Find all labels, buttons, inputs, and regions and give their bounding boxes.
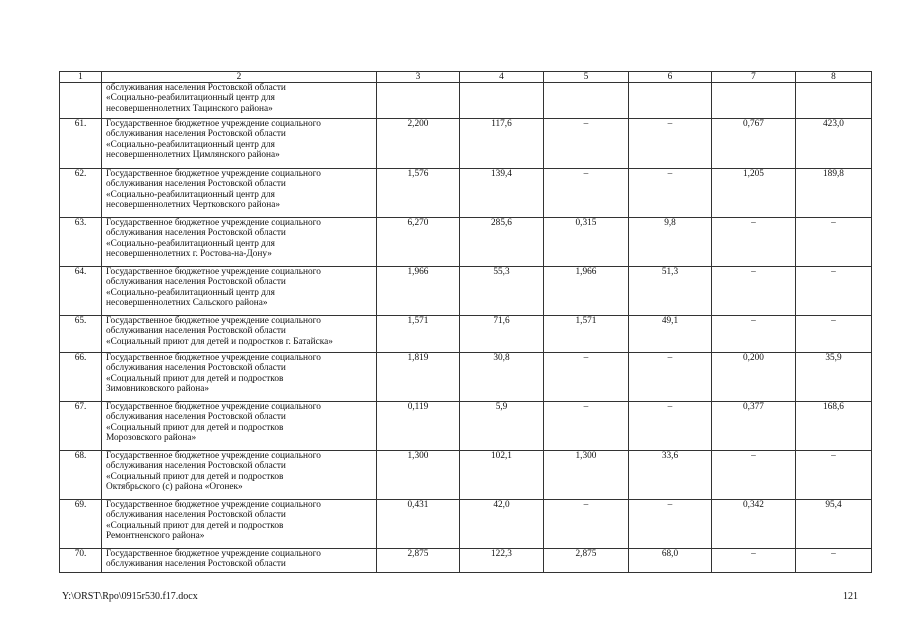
table-row xyxy=(60,169,872,218)
institution-name-line: Ремонтненского района» xyxy=(106,531,205,542)
value-cell-c4: 42,0 xyxy=(460,500,544,549)
institution-name-line: Государственное бюджетное учреждение социального xyxy=(106,218,321,228)
institution-name-line: Государственное бюджетное учреждение социального xyxy=(106,402,321,412)
institution-name xyxy=(102,549,377,573)
value-cell-c8: – xyxy=(796,218,872,267)
institution-name xyxy=(102,451,377,500)
institution-name-line: Государственное бюджетное учреждение социального xyxy=(106,267,321,277)
header-cell: 7 xyxy=(712,72,796,83)
institution-name xyxy=(102,267,377,316)
institution-name-line: Государственное бюджетное учреждение социального xyxy=(106,353,321,363)
value-cell-c8: – xyxy=(796,451,872,500)
value-cell-c5: 0,315 xyxy=(544,218,629,267)
row-number: 69. xyxy=(60,500,102,549)
value-cell-c8: – xyxy=(796,267,872,316)
value-cell-c7: 0,377 xyxy=(712,402,796,451)
value-cell-c5: – xyxy=(544,169,629,218)
value-cell-c3: 1,576 xyxy=(377,169,460,218)
institution-name-line: Государственное бюджетное учреждение социального xyxy=(106,316,321,326)
institution-name-line: обслуживания населения Ростовской области xyxy=(106,83,286,93)
value-cell-c8: – xyxy=(796,316,872,353)
header-cell: 5 xyxy=(544,72,629,83)
institution-name-line: обслуживания населения Ростовской области xyxy=(106,129,286,140)
institution-name-line: «Социально-реабилитационный центр для xyxy=(106,287,275,298)
institution-name xyxy=(102,353,377,402)
budget-table xyxy=(59,71,872,573)
value-cell-c7: – xyxy=(712,316,796,353)
institution-name-line: Государственное бюджетное учреждение социального xyxy=(106,119,321,129)
table-row xyxy=(60,119,872,169)
value-cell-c6: 9,8 xyxy=(629,218,712,267)
institution-name-line: «Социально-реабилитационный центр для xyxy=(106,189,275,200)
value-cell-c4: 30,8 xyxy=(460,353,544,402)
value-cell-c7: – xyxy=(712,267,796,316)
value-cell-c3: 0,431 xyxy=(377,500,460,549)
value-cell-c4: 102,1 xyxy=(460,451,544,500)
institution-name-line: «Социальный приют для детей и подростков xyxy=(106,471,284,482)
row-number: 64. xyxy=(60,267,102,316)
value-cell-c3 xyxy=(377,83,460,119)
header-cell: 8 xyxy=(796,72,872,83)
value-cell-c6: 33,6 xyxy=(629,451,712,500)
institution-name-line: Зимовниковского района» xyxy=(106,384,210,395)
table-body xyxy=(60,72,872,573)
row-number: 67. xyxy=(60,402,102,451)
row-number: 70. xyxy=(60,549,102,573)
value-cell-c7: 1,205 xyxy=(712,169,796,218)
value-cell-c6 xyxy=(629,83,712,119)
institution-name-line: обслуживания населения Ростовской области xyxy=(106,412,286,423)
table-row xyxy=(60,267,872,316)
value-cell-c8: – xyxy=(796,549,872,573)
row-number: 65. xyxy=(60,316,102,353)
institution-name-line: обслуживания населения Ростовской области xyxy=(106,179,286,190)
institution-name-line: обслуживания населения Ростовской области xyxy=(106,228,286,239)
value-cell-c8: 423,0 xyxy=(796,119,872,169)
header-cell: 4 xyxy=(460,72,544,83)
value-cell-c6: 68,0 xyxy=(629,549,712,573)
value-cell-c8: 95,4 xyxy=(796,500,872,549)
institution-name-line: Морозовского района» xyxy=(106,433,197,444)
value-cell-c5: 1,300 xyxy=(544,451,629,500)
table-row xyxy=(60,218,872,267)
row-number xyxy=(60,83,102,119)
footer-page-number: 121 xyxy=(843,591,858,602)
value-cell-c8: 168,6 xyxy=(796,402,872,451)
value-cell-c3: 0,119 xyxy=(377,402,460,451)
institution-name-line: несовершеннолетних Сальского района» xyxy=(106,298,268,309)
institution-name xyxy=(102,169,377,218)
header-cell: 2 xyxy=(102,72,377,83)
value-cell-c3: 2,875 xyxy=(377,549,460,573)
institution-name xyxy=(102,218,377,267)
value-cell-c3: 1,819 xyxy=(377,353,460,402)
value-cell-c5: 1,571 xyxy=(544,316,629,353)
value-cell-c5: – xyxy=(544,402,629,451)
header-cell: 1 xyxy=(60,72,102,83)
value-cell-c5: – xyxy=(544,353,629,402)
value-cell-c5: – xyxy=(544,119,629,169)
institution-name-line: обслуживания населения Ростовской области xyxy=(106,277,286,288)
table-row xyxy=(60,83,872,119)
value-cell-c6: 51,3 xyxy=(629,267,712,316)
value-cell-c8 xyxy=(796,83,872,119)
table-header-row xyxy=(60,72,872,83)
institution-name-line: Государственное бюджетное учреждение социального xyxy=(106,549,321,559)
institution-name-line: «Социально-реабилитационный центр для xyxy=(106,93,275,104)
institution-name-line: несовершеннолетних Чертковского района» xyxy=(106,200,281,211)
institution-name-line: несовершеннолетних Цимлянского района» xyxy=(106,150,280,161)
institution-name xyxy=(102,500,377,549)
row-number: 66. xyxy=(60,353,102,402)
institution-name-line: несовершеннолетних Тацинского района» xyxy=(106,103,273,114)
institution-name-line: обслуживания населения Ростовской области xyxy=(106,559,286,570)
value-cell-c3: 2,200 xyxy=(377,119,460,169)
institution-name-line: «Социально-реабилитационный центр для xyxy=(106,238,275,249)
value-cell-c5: 2,875 xyxy=(544,549,629,573)
institution-name-line: Государственное бюджетное учреждение социального xyxy=(106,500,321,510)
value-cell-c4: 122,3 xyxy=(460,549,544,573)
institution-name xyxy=(102,402,377,451)
value-cell-c4 xyxy=(460,83,544,119)
table-row xyxy=(60,451,872,500)
row-number: 61. xyxy=(60,119,102,169)
institution-name-line: несовершеннолетних г. Ростова-на-Дону» xyxy=(106,249,272,260)
row-number: 63. xyxy=(60,218,102,267)
table-row xyxy=(60,316,872,353)
institution-name-line: «Социальный приют для детей и подростков г. Батайска» xyxy=(106,336,333,347)
value-cell-c5 xyxy=(544,83,629,119)
table-row xyxy=(60,549,872,573)
institution-name-line: «Социальный приют для детей и подростков xyxy=(106,373,284,384)
value-cell-c6: – xyxy=(629,119,712,169)
value-cell-c5: 1,966 xyxy=(544,267,629,316)
header-cell: 3 xyxy=(377,72,460,83)
institution-name-line: «Социально-реабилитационный центр для xyxy=(106,139,275,150)
value-cell-c6: – xyxy=(629,402,712,451)
value-cell-c3: 1,300 xyxy=(377,451,460,500)
value-cell-c6: – xyxy=(629,500,712,549)
institution-name-line: обслуживания населения Ростовской области xyxy=(106,326,286,337)
value-cell-c6: 49,1 xyxy=(629,316,712,353)
institution-name xyxy=(102,83,377,119)
value-cell-c8: 35,9 xyxy=(796,353,872,402)
row-number: 68. xyxy=(60,451,102,500)
row-number: 62. xyxy=(60,169,102,218)
value-cell-c7: – xyxy=(712,549,796,573)
value-cell-c7: – xyxy=(712,451,796,500)
value-cell-c4: 285,6 xyxy=(460,218,544,267)
institution-name xyxy=(102,119,377,169)
value-cell-c5: – xyxy=(544,500,629,549)
institution-name xyxy=(102,316,377,353)
institution-name-line: Государственное бюджетное учреждение социального xyxy=(106,169,321,179)
value-cell-c4: 117,6 xyxy=(460,119,544,169)
table-row xyxy=(60,353,872,402)
value-cell-c8: 189,8 xyxy=(796,169,872,218)
value-cell-c7 xyxy=(712,83,796,119)
value-cell-c4: 71,6 xyxy=(460,316,544,353)
institution-name-line: обслуживания населения Ростовской области xyxy=(106,510,286,521)
value-cell-c4: 139,4 xyxy=(460,169,544,218)
value-cell-c4: 5,9 xyxy=(460,402,544,451)
institution-name-line: «Социальный приют для детей и подростков xyxy=(106,422,284,433)
value-cell-c3: 1,571 xyxy=(377,316,460,353)
value-cell-c3: 6,270 xyxy=(377,218,460,267)
institution-name-line: Государственное бюджетное учреждение социального xyxy=(106,451,321,461)
header-cell: 6 xyxy=(629,72,712,83)
table-row xyxy=(60,402,872,451)
value-cell-c3: 1,966 xyxy=(377,267,460,316)
value-cell-c4: 55,3 xyxy=(460,267,544,316)
value-cell-c6: – xyxy=(629,353,712,402)
value-cell-c6: – xyxy=(629,169,712,218)
value-cell-c7: – xyxy=(712,218,796,267)
value-cell-c7: 0,200 xyxy=(712,353,796,402)
institution-name-line: Октябрьского (с) района «Огонек» xyxy=(106,482,243,493)
table-row xyxy=(60,500,872,549)
value-cell-c7: 0,767 xyxy=(712,119,796,169)
footer-file-path: Y:\ORST\Rpo\0915r530.f17.docx xyxy=(62,591,198,602)
value-cell-c7: 0,342 xyxy=(712,500,796,549)
institution-name-line: обслуживания населения Ростовской области xyxy=(106,363,286,374)
institution-name-line: «Социальный приют для детей и подростков xyxy=(106,520,284,531)
institution-name-line: обслуживания населения Ростовской области xyxy=(106,461,286,472)
